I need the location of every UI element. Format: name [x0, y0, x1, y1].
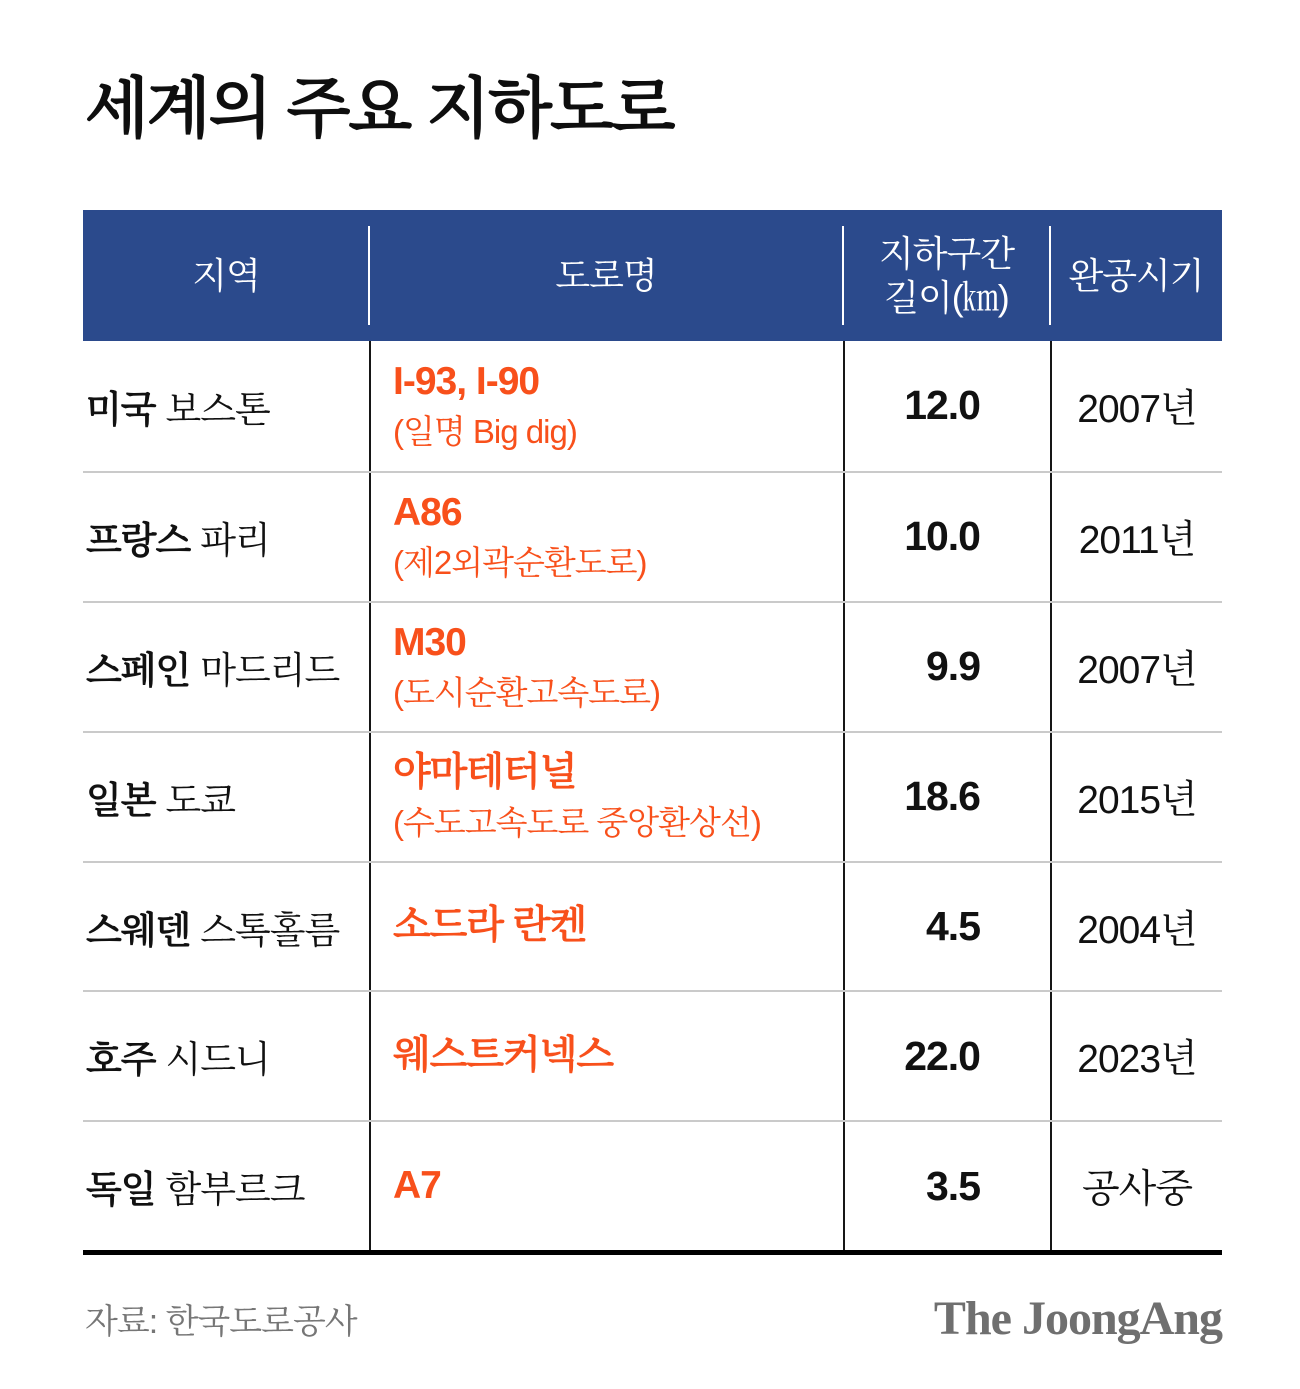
length-value: 10.0: [904, 513, 980, 560]
length-value: 12.0: [904, 382, 980, 429]
table-row: [83, 731, 1222, 861]
region-country: 호주: [86, 1039, 156, 1081]
roads-table: [83, 210, 1222, 1255]
region-city: 스톡홀름: [200, 909, 340, 951]
road-cell: [369, 473, 843, 601]
length-value: 3.5: [926, 1162, 980, 1209]
region-city: 시드니: [165, 1039, 270, 1081]
region-country: 프랑스: [86, 519, 191, 561]
table-row: [83, 601, 1222, 731]
table-header: [83, 210, 1222, 341]
region-cell: [83, 863, 369, 991]
header-region-label: 지역: [192, 254, 260, 296]
length-cell: [843, 603, 1050, 731]
header-length-line2: 길이(㎞): [884, 276, 1009, 318]
completion-cell: [1050, 603, 1222, 731]
road-name: A7: [393, 1163, 441, 1207]
completion-value: 공사중: [1081, 1168, 1193, 1212]
source-note: 자료: 한국도로공사: [85, 1302, 357, 1341]
completion-value: 2007년: [1077, 387, 1197, 431]
header-length-line1: 지하구간: [878, 232, 1015, 274]
road-cell: [369, 341, 843, 471]
road-name: 야마테터널: [393, 750, 577, 794]
header-cell-completion: [1050, 210, 1222, 341]
region-cell: [83, 341, 369, 471]
region-country: 스웨덴: [86, 909, 191, 951]
region-cell: [83, 1122, 369, 1250]
region-country: 일본: [86, 779, 156, 821]
header-cell-region: [83, 210, 369, 341]
road-name: A86: [393, 491, 462, 535]
table-row: [83, 341, 1222, 471]
completion-cell: [1050, 992, 1222, 1120]
completion-value: 2007년: [1077, 648, 1197, 692]
region-country: 미국: [86, 388, 156, 430]
road-cell: [369, 992, 843, 1120]
length-cell: [843, 992, 1050, 1120]
road-cell: [369, 733, 843, 861]
length-value: 18.6: [904, 773, 980, 820]
region-country: 스페인: [86, 649, 191, 691]
header-completion-label: 완공시기: [1068, 254, 1204, 296]
completion-value: 2015년: [1077, 778, 1197, 822]
road-name: 웨스트커넥스: [393, 1033, 614, 1077]
header-cell-length: [843, 210, 1050, 341]
completion-cell: [1050, 1122, 1222, 1250]
region-city: 마드리드: [200, 649, 340, 691]
completion-value: 2023년: [1077, 1038, 1197, 1082]
region-city: 보스톤: [165, 388, 270, 430]
road-name: M30: [393, 621, 466, 664]
region-city: 파리: [200, 519, 270, 561]
completion-value: 2004년: [1077, 908, 1197, 952]
completion-cell: [1050, 341, 1222, 471]
road-subtitle: (제2외곽순환도로): [393, 543, 647, 581]
road-subtitle: (수도고속도로 중앙환상선): [393, 803, 761, 841]
length-cell: [843, 473, 1050, 601]
road-subtitle: (도시순환고속도로): [393, 673, 661, 711]
region-cell: [83, 992, 369, 1120]
table-row: [83, 1120, 1222, 1250]
length-cell: [843, 863, 1050, 991]
region-city: 도쿄: [165, 779, 235, 821]
table-row: [83, 471, 1222, 601]
region-country: 독일: [86, 1169, 156, 1211]
page-title: 세계의 주요 지하도로: [85, 71, 674, 145]
completion-cell: [1050, 863, 1222, 991]
length-cell: [843, 733, 1050, 861]
road-subtitle: (일명 Big dig): [393, 413, 577, 451]
table-row: [83, 990, 1222, 1120]
road-name: I-93, I-90: [393, 360, 540, 404]
road-name: 소드라 란켄: [393, 904, 587, 948]
length-value: 22.0: [904, 1032, 980, 1079]
completion-value: 2011년: [1078, 518, 1196, 562]
road-cell: [369, 1122, 843, 1250]
footer: [85, 1288, 1222, 1348]
length-value: 4.5: [926, 903, 980, 949]
length-value: 9.9: [926, 643, 980, 690]
road-cell: [369, 863, 843, 991]
table-row: [83, 861, 1222, 991]
region-city: 함부르크: [165, 1169, 305, 1211]
region-cell: [83, 733, 369, 861]
road-cell: [369, 603, 843, 731]
joongang-logo: The JoongAng: [933, 1291, 1222, 1345]
completion-cell: [1050, 473, 1222, 601]
length-cell: [843, 341, 1050, 471]
table-body: [83, 341, 1222, 1255]
region-cell: [83, 473, 369, 601]
header-cell-road: [369, 210, 843, 341]
completion-cell: [1050, 733, 1222, 861]
header-road-label: 도로명: [555, 254, 657, 296]
length-cell: [843, 1122, 1050, 1250]
region-cell: [83, 603, 369, 731]
